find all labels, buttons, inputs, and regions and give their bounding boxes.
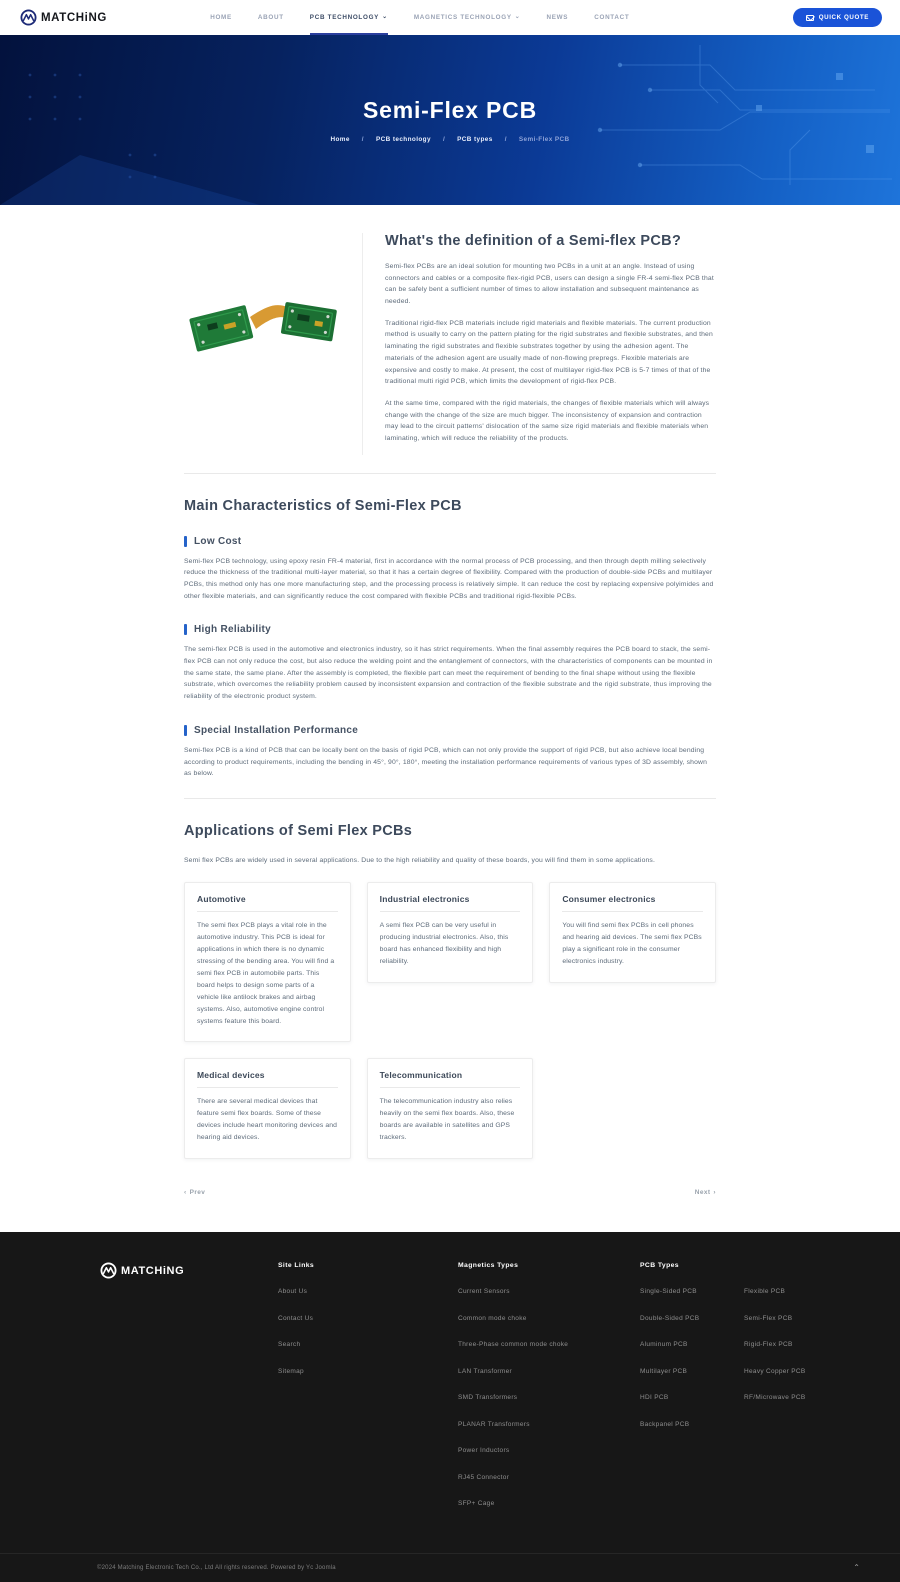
footer-column-title: Magnetics Types xyxy=(458,1262,519,1269)
footer-link-search[interactable]: Search xyxy=(278,1341,301,1348)
footer-link-rf-microwave-pcb[interactable]: RF/Microwave PCB xyxy=(744,1394,806,1401)
applications-intro: Semi flex PCBs are widely used in several applications. Due to the high reliability and quality of these boards, you will find them in some applications. xyxy=(184,856,656,864)
chevron-right-icon: › xyxy=(713,1189,716,1196)
site-logo[interactable] xyxy=(20,0,107,35)
card-title: Medical devices xyxy=(197,1070,338,1088)
chevron-down-icon: ⌄ xyxy=(382,14,388,20)
footer-link-sfp-cage[interactable]: SFP+ Cage xyxy=(458,1500,495,1507)
footer-link-rigid-flex-pcb[interactable]: Rigid-Flex PCB xyxy=(744,1341,793,1348)
definition-text xyxy=(362,233,716,455)
accent-bar xyxy=(184,624,187,635)
definition-media xyxy=(184,233,344,455)
application-card-telecom xyxy=(367,1058,534,1159)
breadcrumb-separator: / xyxy=(442,136,446,143)
card-text: You will find semi flex PCBs in cell phones and hearing aid devices. The semi flex PCBs play a significant role in the consumer electronics industry. xyxy=(562,922,702,966)
applications-section xyxy=(184,823,716,1159)
prev-link[interactable]: ‹ Prev xyxy=(184,1189,206,1196)
breadcrumb-home[interactable]: Home xyxy=(330,136,350,143)
footer-logo[interactable] xyxy=(100,1262,278,1279)
characteristic-text: The semi-flex PCB is used in the automotive and electronics industry, so it has strict requirements. When the final assembly requires the PCB board to stack, the semi-flex PCB can not only reduce the cost, but also reduce the welding point and the entanglement of connectors, with the characteristics of components can be mounted in the same state, the same plane. After the assembly is completed, the flexible part can meet the requirement of bending to the final shape without using the flexible substrate, which overcomes the reliability problem caused by inconsistent expansion and contraction of the flexible substrate and the rigid substrate, thus improving the reliability of the electronic product system. xyxy=(184,646,713,701)
semi-flex-pcb-image xyxy=(184,265,344,365)
definition-paragraph: At the same time, compared with the rigid materials, the changes of flexible materials which will always change with the change of the size are much bigger. The inconsistency of expansion and contraction may lead to the circuit patterns' dislocation of the same size rigid materials and flexible materials when laminating, which will reduce the reliability of the products. xyxy=(385,399,710,442)
section-divider xyxy=(184,798,716,799)
footer-logo-icon xyxy=(100,1262,117,1279)
footer-magnetics-types xyxy=(458,1262,640,1519)
characteristic-title-low-cost: Low Cost xyxy=(184,536,716,547)
footer-column-title: Site Links xyxy=(278,1262,315,1269)
card-text: The telecommunication industry also relies heavily on the semi flex boards. Also, these boards are available in satellites and GPS trackers. xyxy=(379,1098,515,1142)
breadcrumb-separator: / xyxy=(504,136,507,143)
section-divider xyxy=(184,473,716,474)
application-card-industrial xyxy=(367,882,534,983)
next-link[interactable]: Next › xyxy=(694,1189,716,1196)
footer-pcb-types xyxy=(640,1262,822,1519)
definition-section xyxy=(184,233,716,455)
card-text: There are several medical devices that feature semi flex boards. Some of these devices include heart monitoring devices and hearing aid devices. xyxy=(197,1098,338,1142)
footer-link-power-inductors[interactable]: Power Inductors xyxy=(458,1447,510,1454)
card-title: Consumer electronics xyxy=(562,894,703,912)
nav-contact[interactable]: CONTACT xyxy=(594,14,630,21)
breadcrumb-separator: / xyxy=(361,136,364,143)
applications-heading: Applications of Semi Flex PCBs xyxy=(184,822,413,839)
chevron-left-icon: ‹ xyxy=(184,1189,187,1196)
characteristics-section xyxy=(184,498,716,780)
application-card-medical xyxy=(184,1058,351,1159)
logo-icon xyxy=(20,9,37,26)
footer-link-three-phase-choke[interactable]: Three-Phase common mode choke xyxy=(458,1341,569,1348)
footer-link-flexible-pcb[interactable]: Flexible PCB xyxy=(744,1288,786,1295)
applications-cards-row-1 xyxy=(184,882,716,1042)
characteristic-text: Semi-flex PCB technology, using epoxy resin FR-4 material, first in accordance with the normal process of PCB processing, and then through depth milling selectively reduce the thickness of the traditional multi-layer material, so that it has a certain degree of flexibility. Compared with the production of double-side PCBs and multilayer PCBs, this method only has one more manufacturing step, and the processing process is relatively simple. It can reduce the cost by replacing expensive polyimides and other flexible materials, and can significantly reduce the cost compared with flexible PCBs and traditional rigid-flexible PCBs. xyxy=(184,557,714,600)
header-actions xyxy=(793,0,882,35)
applications-cards-row-2 xyxy=(184,1058,716,1159)
prev-next-pagination xyxy=(184,1189,716,1196)
page-title: Semi-Flex PCB xyxy=(362,97,537,123)
definition-paragraph: Traditional rigid-flex PCB materials include rigid materials and flexible materials. The current production method is usually to carry on the pattern plating for the rigid substrates and flexible substrates, and then laminating the rigid substrates and flexible substrates together by using the adhesion agent. The materials of the adhesion agent are usually made of non-flowing prepregs. Flexible materials are expensive and costly to make. At present, the cost of multilayer rigid-flex PCB is 5-7 times of that of the traditional multi rigid PCB, which limits the development of rigid-flex PCB. xyxy=(385,319,713,386)
nav-news[interactable]: NEWS xyxy=(546,14,569,21)
breadcrumb xyxy=(330,136,569,143)
characteristic-text: Semi-flex PCB is a kind of PCB that can be locally bent on the basis of rigid PCB, which can not only provide the support of rigid PCB, but also achieve local bending according to product requirements, including the bending in 45°, 90°, 180°, meeting the installation performance requirements of various types of 3D assembly, shown as below. xyxy=(184,746,708,778)
footer-logo-text: MATCHiNG xyxy=(121,1264,185,1277)
definition-paragraph: Semi-flex PCBs are an ideal solution for mounting two PCBs in a unit at an angle. Instead of using connectors and cables or a composite flex-rigid PCB, users can design a single FR-4 semi-flex PCB that can be safely bent a sufficient number of times to allow installation and subsequent maintenance as needed. xyxy=(385,263,714,306)
breadcrumb-current: Semi-Flex PCB xyxy=(518,136,570,143)
footer-link-sitemap[interactable]: Sitemap xyxy=(278,1367,304,1375)
application-card-automotive xyxy=(184,882,351,1042)
accent-bar xyxy=(184,725,187,736)
footer-link-multilayer-pcb[interactable]: Multilayer PCB xyxy=(640,1367,688,1375)
card-title: Industrial electronics xyxy=(380,894,521,912)
footer-link-about-us[interactable]: About Us xyxy=(278,1288,308,1295)
footer-link-semi-flex-pcb[interactable]: Semi-Flex PCB xyxy=(744,1314,793,1322)
nav-magnetics-technology[interactable]: MAGNETICS TECHNOLOGY ⌄ xyxy=(413,14,521,21)
characteristic-title-high-reliability: High Reliability xyxy=(184,624,716,635)
footer-link-lan-transformer[interactable]: LAN Transformer xyxy=(458,1367,512,1375)
footer-link-smd-transformers[interactable]: SMD Transformers xyxy=(458,1394,518,1401)
breadcrumb-pcb-technology[interactable]: PCB technology xyxy=(375,136,431,143)
footer-bottom-bar xyxy=(0,1553,900,1582)
footer-link-hdi-pcb[interactable]: HDI PCB xyxy=(640,1394,669,1401)
chevron-down-icon: ⌄ xyxy=(514,14,521,20)
footer-link-contact-us[interactable]: Contact Us xyxy=(278,1314,314,1322)
footer-link-single-sided-pcb[interactable]: Single-Sided PCB xyxy=(640,1288,697,1295)
definition-heading: What's the definition of a Semi-flex PCB? xyxy=(385,233,682,249)
footer-link-current-sensors[interactable]: Current Sensors xyxy=(458,1288,510,1295)
card-title: Automotive xyxy=(197,894,338,912)
nav-about[interactable]: ABOUT xyxy=(257,14,284,21)
nav-home[interactable]: HOME xyxy=(210,14,232,21)
footer-link-planar-transformers[interactable]: PLANAR Transformers xyxy=(458,1420,530,1428)
copyright-text: ©2024 Matching Electronic Tech Co., Ltd All rights reserved. Powered by Yc Joomla xyxy=(97,1564,336,1571)
footer-site-links xyxy=(278,1262,458,1519)
footer-link-rj45-connector[interactable]: RJ45 Connector xyxy=(458,1473,510,1481)
card-text: The semi flex PCB plays a vital role in the automotive industry. This PCB is ideal for applications in which there is no dynamic stressing of the bending area. You will find a semi flex PCB in automobile parts. This board helps to design some parts of a vehicle like antilock brakes and airbag systems. Also, automotive engine control systems feature this board. xyxy=(197,922,335,1025)
footer-logo-column xyxy=(100,1262,278,1519)
card-text: A semi flex PCB can be very useful in producing industrial electronics. Also, this board has enhanced flexibility and high reliability. xyxy=(379,922,509,966)
characteristic-title-special-installation: Special Installation Performance xyxy=(184,725,716,736)
footer-link-aluminum-pcb[interactable]: Aluminum PCB xyxy=(640,1341,688,1348)
main-content xyxy=(0,205,900,1232)
quick-quote-button[interactable]: QUICK QUOTE xyxy=(793,8,882,27)
site-header xyxy=(0,0,900,35)
footer-link-double-sided-pcb[interactable]: Double-Sided PCB xyxy=(640,1314,700,1322)
hero-banner xyxy=(0,35,900,205)
mail-icon xyxy=(806,15,814,21)
back-to-top-button[interactable]: ⌃ xyxy=(853,1562,860,1572)
application-card-consumer xyxy=(549,882,716,983)
nav-pcb-technology[interactable]: PCB TECHNOLOGY ⌄ xyxy=(310,0,388,35)
accent-bar xyxy=(184,536,187,547)
characteristics-heading: Main Characteristics of Semi-Flex PCB xyxy=(184,497,462,514)
breadcrumb-pcb-types[interactable]: PCB types xyxy=(457,136,493,143)
logo-text: MATCHiNG xyxy=(41,11,107,24)
footer-link-backpanel-pcb[interactable]: Backpanel PCB xyxy=(640,1420,690,1428)
main-nav xyxy=(210,0,629,35)
footer-column-title: PCB Types xyxy=(640,1262,679,1269)
footer-link-heavy-copper-pcb[interactable]: Heavy Copper PCB xyxy=(744,1367,806,1375)
card-title: Telecommunication xyxy=(380,1070,521,1088)
site-footer xyxy=(0,1232,900,1582)
footer-link-common-mode-choke[interactable]: Common mode choke xyxy=(458,1314,527,1322)
